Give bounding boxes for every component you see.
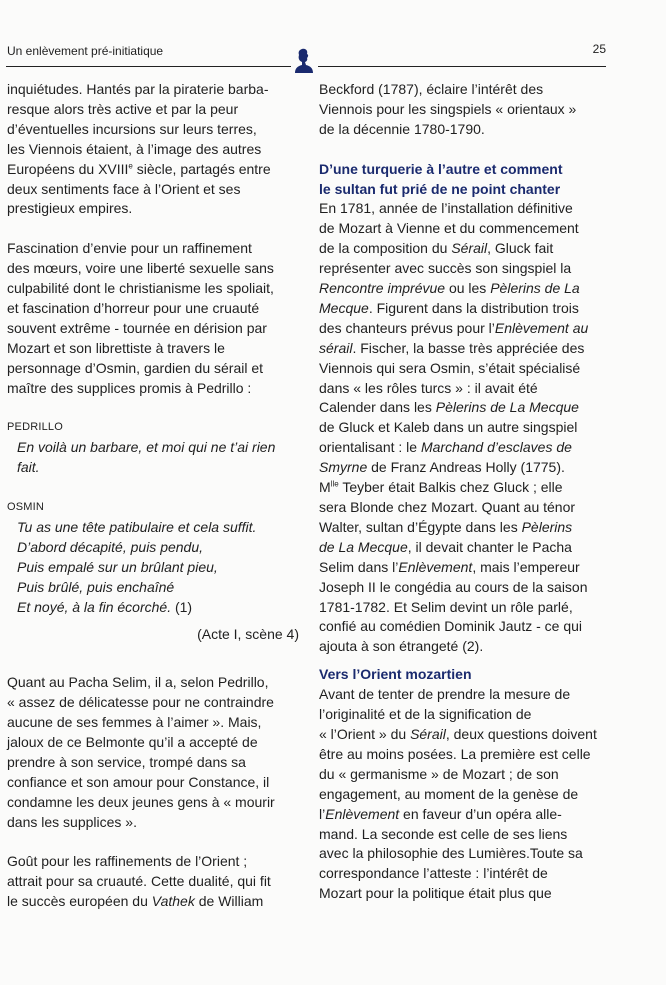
paragraph: Fascination d’envie pour un raffinement des mœurs, voire une liberté sexuelle sans culpabilité dont le christianisme les spoliait, et fascination d’horreur pour une cruauté souvent extrême - tournée en dérision par Mozart et son librettiste à travers le personnage d’Osmin, gardien du sérail et maître des supplices promis à Pedrillo : — [7, 240, 274, 396]
paragraph: Avant de tenter de prendre la mesure de l’originalité et de la signification de « l’Orient » du Sérail, deux questions doivent être au moins posées. La première est celle du « germanisme » de Mozart ; de son engagement, au moment de la genèse de l’Enlèvement en faveur d’un opéra alle- mand. La seconde est celle de ses liens avec la philosophie des Lumières.Toute sa correspondance l’atteste : l’intérêt de Mozart pour la politique était plus que — [319, 686, 597, 902]
header-rule-left — [6, 66, 291, 67]
section-heading: D’une turquerie à l’autre et comment le sultan fut prié de ne point chanter — [319, 160, 563, 197]
bust-silhouette-icon — [293, 47, 315, 75]
running-title: Un enlèvement pré-initiatique — [7, 44, 164, 58]
act-reference: (Acte I, scène 4) — [197, 626, 299, 643]
paragraph: Goût pour les raffinements de l’Orient ; attrait pour sa cruauté. Cette dualité, qui fit le succès européen du Vathek de William — [7, 853, 271, 910]
paragraph: En 1781, année de l’installation définitive de Mozart à Vienne et du commencement de la composition du Sérail, Gluck fait représenter avec succès son singspiel la Rencontre imprévue ou les Pèlerins de La Mecque. Figurent dans la distribution trois des chanteurs prévus pour l’Enlèvement au sérail. Fischer, la basse très appréciée des Viennois qui sera Osmin, s’était spécialisé dans « les rôles turcs » : il avait été Calender dans les Pèlerins de La Mecque de Gluck et Kaleb dans un autre singspiel orientalisant : le Marchand d’esclaves de Smyrne de Franz Andreas Holly (1775). $M^{lle}$ Teyber était Balkis chez Gluck ; elle sera Blonde chez Mozart. Quant au ténor Walter, sultan d’Égypte dans les Pèlerins de La Mecque, il devait chanter le Pacha Selim dans l’Enlèvement, mais l’empereur Joseph II le congédia au cours de la saison 1781-1782. Et Selim devint un rôle parlé, confié au comédien Dominik Jautz - ce qui ajouta à son étrangeté (2). — [319, 200, 589, 655]
page-number: 25 — [592, 42, 606, 56]
paragraph: inquiétudes. Hantés par la piraterie barba- resque alors très active et par la peur d’éventuelles incursions sur leurs terres, les Viennois étaient, à l’image des autres Européens du XVIIIe siècle, partagés entre deux sentiments face à l’Orient et ses prestigieux empires. — [7, 81, 271, 217]
section-heading: Vers l’Orient mozartien — [319, 666, 472, 683]
paragraph: Beckford (1787), éclaire l’intérêt des Viennois pour les singspiels « orientaux » de la décennie 1780-1790. — [319, 81, 577, 137]
right-column — [319, 80, 609, 904]
paragraph: Quant au Pacha Selim, il a, selon Pedrillo, « assez de délicatesse pour ne contraindre aucune de ses femmes à l’aimer ». Mais, jaloux de ce Belmonte qu’il a accepté de prendre à son service, trompé dans sa confiance et son amour pour Constance, il condamne les deux jeunes gens à « mourir dans les supplices ». — [7, 674, 275, 830]
left-column — [7, 80, 299, 912]
speaker-label: OSMIN — [7, 500, 45, 513]
speaker-label: PEDRILLO — [7, 421, 64, 434]
header-rule-right — [318, 66, 606, 67]
verse: En voilà un barbare, et moi qui ne t’ai rien fait. — [17, 439, 276, 476]
verse: Tu as une tête patibulaire et cela suffit. D’abord décapité, puis pendu, Puis empalé sur un brûlant pieu, Puis brûlé, puis enchaîné Et noyé, à la fin écorché. (1) — [17, 518, 257, 615]
